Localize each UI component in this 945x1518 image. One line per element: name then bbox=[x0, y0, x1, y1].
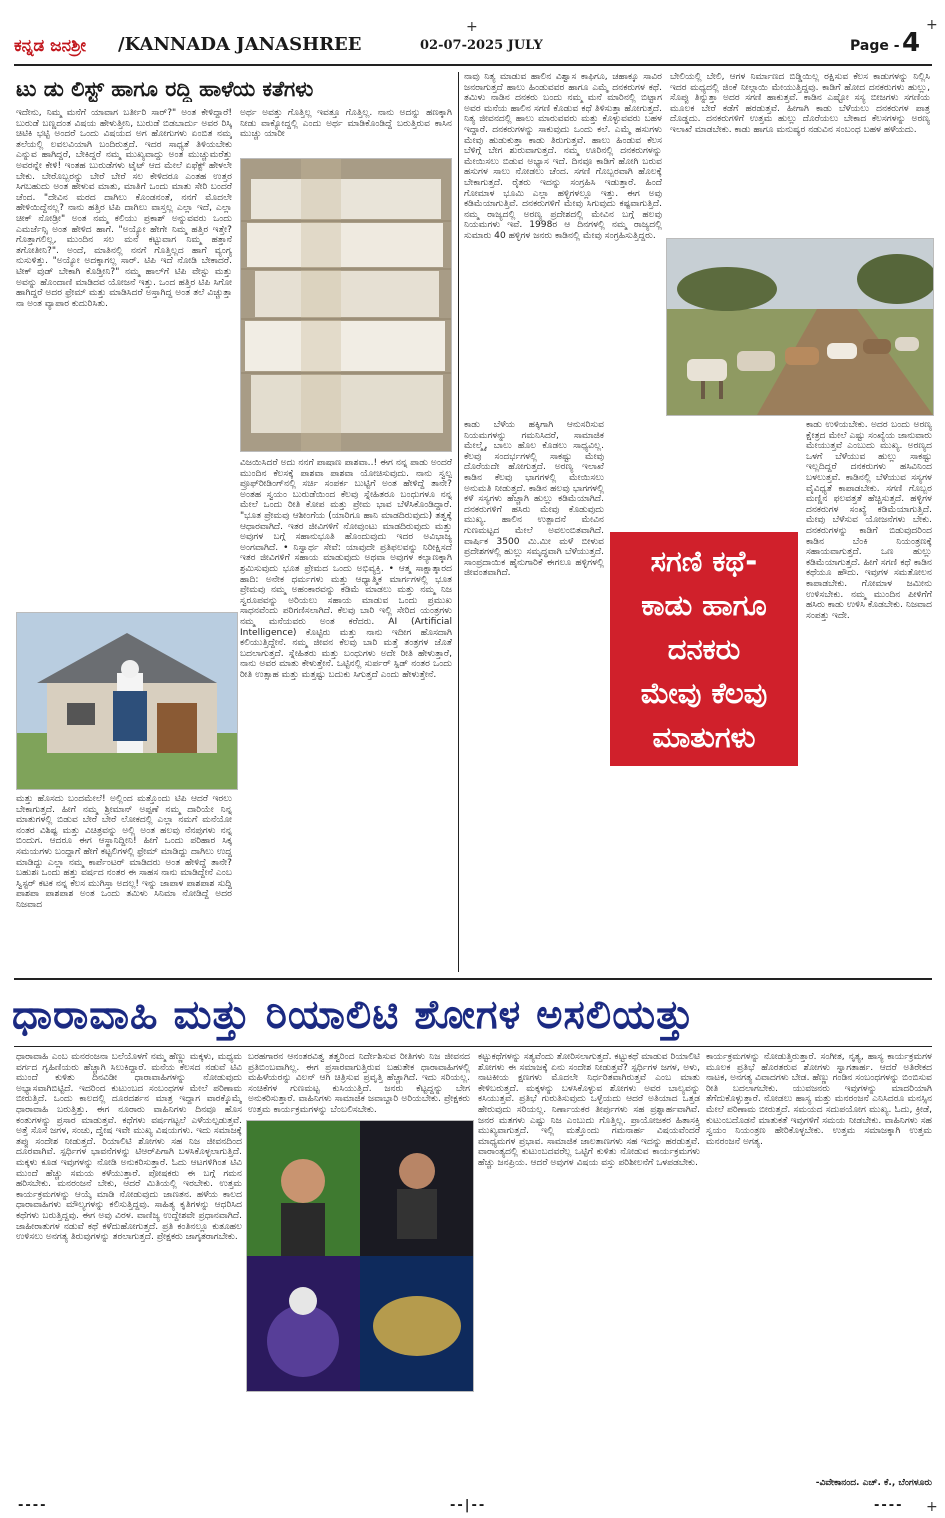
callout-line-2: ಕಾಡು ಹಾಗೂ bbox=[641, 588, 767, 622]
section-rule bbox=[14, 978, 932, 980]
footer-left: ---- bbox=[18, 1498, 48, 1513]
article1-col1-top: ಇದೇನು, ನಿಮ್ಮ ಮನೆಗೆ ಯಾವಾಗ ಬರ್ತೀರಿ ಸಾರ್?" ಅಂತ ಕೇಳಿದ್ದಾರೆ! ಬುರುಡೆ ಬಣ್ಣದಂತ ವಿಷಯ ಹೇಳುತ್ತೀನಿ, ಬುರುಡೆ ಬಿಡಬಾರ್ದು ಅವರ ರಿಸ್ಕಿ ಚಿಟಿಕಿ ಭಟ್ಟಿ ಅಂದರೆ ಒಂದು ವಿಷಯದ ಅಗ ಹೋಗುಗಳು ಏಂಬಿತ ನಮ್ಮ ತಲೆಯಲ್ಲಿ ಲವಲವಿಯಾಗಿ ಬಂದಿರುತ್ತದೆ. ಇದರ ಸಾಧ್ಯತೆ ತಿಳಿಯಬೇಕು ಎನ್ನುವ ಹಾಗಿದ್ದರೆ, ಬೇಕಿದ್ದರೆ ನಮ್ಮ ಮುಖ್ಯವಾದ್ದು ಅಂತ ಮುಚ್ಚುಮರೆತ್ತು ಅವರನ್ನೇ ಕೇಳಿ! ಇಂತಹ ಬುರುಡೆಗಳು ಟೈಟ್ ಆದ ಮೇಲೆ ಏಫೆಕ್ಟ್ ಹೇಳಲೇ ಬೇಕು. ಬೇರೊಬ್ಬರನ್ನು ಬೇರೆ ಬೇರೆ ಸಲ ಕೇಳಿದರೂ ಎಂತಹ ಉತ್ತರ ಸಿಗಬಹುದು ಅಂತ ಹೇಳುವ ಮಾತು, ಮಾತಿಗೆ ಒಂದು ಮಾತು ಸೇರಿ ಬಂದರೆ ಚೆಂದ. "ದೇವಿನ ಮರದ ದಾಗಿಲು ಕೊಂಡನಂತೆ, ನನಗೆ ಮೊದಲೇ ಹೇಳಿಯಿದ್ದೆನಲ್ಲ? ನಾನು ಹತ್ತಿರ ಟಿಪಿ ದಾಗಿಲು ವಾಸ್ತಲ್ಲ ಎಲ್ಲಾ ಇದೆ, ಎಲ್ಲಾ ಚೀಕ್ ನೋಡ್ರೀ" ಅಂತ ನಮ್ಮ ಕಲಿಯು ಪ್ರಕಾಶ್ ಅನ್ನುವವರು ಒಂದು ಎಮರ್ಜೆನ್ಸಿ ಅಂತ ಹೇಳಿದ ಹಾಗೆ. "ಅಯ್ಯೋ ಹೇಗೇ ನಿಮ್ಮ ಹತ್ತಿರ ಇತ್ತೇ? ಗೊತ್ತಾಗಲಿಲ್ಲ, ಮುಂದಿನ ಸಲ ಮನೆ ಕಟ್ಟುವಾಗ ನಿಮ್ಮ ಹತ್ತಾನೆ ತಗೋತೀನಿ?". ಅಂದೆ, ಮಾತಿನಲ್ಲಿ ನನಗೆ ಗೊತ್ತಿಲ್ಲದ ಹಾಗೆ ವ್ಯಂಗ್ಯ ನುಸುಳಿತ್ತು. "ಅಯ್ಯೋ ಅದಕ್ಕಾಗಲ್ಲ ಸಾರ್. ಟಿಪಿ ಇದೆ ನೋಡಿ ಬೇಕಾದರೆ. ಟೀಕ್ ವುಡ್ ಬೇಕಾಗಿ ಕೊಡ್ತೀನಿ?" ನಮ್ಮ ಹಾಲ್‌ಗೆ ಟಿಪಿ ವೇಸ್ಟು ಮತ್ತು ಅವನ್ನು ಹೊಂದಾಣಿ ಮಾಡಿದವ ಯೋಜನೆ ಇತ್ತು. ಒಂದ ಹತ್ತಿರ ಟಿಪಿ ಸಿಗೋ ಹಾಗಿದ್ದರೆ ಅದರ ಫ್ರೇಮ್ ಮತ್ತು ಮಾಡಿಸಿದರೆ ಅಸ್ತಾಗಿದ್ದ ಅಂತ ತಲೆ ವಿಚ್ಚುತ್ತಾ ನಾ ಅಂತ ವ್ಯಾಪಾರ ಕುದುರಿಸಿತು. bbox=[16, 108, 232, 309]
column-divider-1 bbox=[458, 72, 459, 972]
page-label: Page - bbox=[850, 38, 900, 54]
crop-mark-top: + bbox=[466, 19, 478, 35]
article2-col4-bottom: ಕಾಡು ಉಳಿಯಬೇಕು. ಅದರ ಬಂದು ಅರಣ್ಯ ಕ್ಷೇತ್ರದ ಮೇಲೆ ಎಷ್ಟು ಸಂಖ್ಯೆಯ ಜಾನುವಾರು ಮೇಯುತ್ತವೆ ಎಂಬುದು ಮುಖ್ಯ. ಅರಣ್ಯದ ಒಳಗೆ ಬೆಳೆಯುವ ಹುಲ್ಲು ಸಾಕಷ್ಟು ಇಲ್ಲದಿದ್ದರೆ ದನಕರುಗಳು ಹಸಿವಿನಿಂದ ಬಳಲುತ್ತವೆ. ಕಾಡಿನಲ್ಲಿ ಬೆಳೆಯುವ ಸಸ್ಯಗಳ ವೈವಿಧ್ಯತೆ ಕಾಪಾಡಬೇಕು. ಸಗಣಿ ಗೊಬ್ಬರ ಮಣ್ಣಿನ ಫಲವತ್ತತೆ ಹೆಚ್ಚಿಸುತ್ತದೆ. ಹಳ್ಳಿಗಳ ದನಕರುಗಳ ಸಂಖ್ಯೆ ಕಡಿಮೆಯಾಗುತ್ತಿದೆ. ಮೇವು ಬೆಳೆಸುವ ಯೋಜನೆಗಳು ಬೇಕು. ದನಕರುಗಳನ್ನು ಕಾಡಿಗೆ ಬಿಡುವುದರಿಂದ ಕಾಡಿನ ಬೆಂಕಿ ನಿಯಂತ್ರಣಕ್ಕೆ ಸಹಾಯವಾಗುತ್ತದೆ. ಒಣ ಹುಲ್ಲು ಕಡಿಮೆಯಾಗುತ್ತದೆ. ಹೀಗೆ ಸಗಣಿ ಕಥೆ ಕಾಡಿನ ಕಥೆಯೂ ಹೌದು. ಇವುಗಳ ಸಮತೋಲನ ಕಾಪಾಡಬೇಕು. ಗೋಮಾಳ ಜಮೀನು ಉಳಿಸಬೇಕು. ನಮ್ಮ ಮುಂದಿನ ಪೀಳಿಗೆಗೆ ಹಸಿರು ಕಾಡು ಉಳಿಸಿ ಕೊಡಬೇಕು. ನಿಜವಾದ ಸಂಪತ್ತು ಇದೇ. bbox=[806, 420, 932, 621]
crop-mark-bottom-right: + bbox=[926, 1499, 938, 1515]
article3-col1: ಧಾರಾವಾಹಿ ಎಂಬ ಮನರಂಜನಾ ಬಲೆಯೊಳಗೆ ನಮ್ಮ ಹೆಣ್ಣು ಮಕ್ಕಳು, ಮಧ್ಯಮ ವರ್ಗದ ಗೃಹಿಣಿಯರು ಹೆಚ್ಚಾಗಿ ಸಿಲುಕಿದ್ದಾರೆ. ಮನೆಯ ಕೆಲಸದ ನಡುವೆ ಟಿವಿ ಮುಂದೆ ಕುಳಿತು ದಿನವಿಡೀ ಧಾರಾವಾಹಿಗಳನ್ನು ನೋಡುವುದು ಅಭ್ಯಾಸವಾಗಿಬಿಟ್ಟಿದೆ. ಇದರಿಂದ ಕುಟುಂಬದ ಸಂಬಂಧಗಳ ಮೇಲೆ ಪರಿಣಾಮ ಬೀರುತ್ತಿದೆ. ಒಂದು ಕಾಲದಲ್ಲಿ ದೂರದರ್ಶನ ಮಾತ್ರ ಇದ್ದಾಗ ವಾರಕ್ಕೊಮ್ಮೆ ಧಾರಾವಾಹಿ ಬರುತ್ತಿತ್ತು. ಈಗ ನೂರಾರು ವಾಹಿನಿಗಳು ದಿನವೂ ಹೊಸ ಕಂತುಗಳನ್ನು ಪ್ರಸಾರ ಮಾಡುತ್ತವೆ. ಕಥೆಗಳು ವರ್ಷಗಟ್ಟಲೆ ಎಳೆಯಲ್ಪಡುತ್ತವೆ. ಅತ್ತೆ ಸೊಸೆ ಜಗಳ, ಸಂಚು, ದ್ವೇಷ ಇವೇ ಮುಖ್ಯ ವಿಷಯಗಳು. ಇದು ಸಮಾಜಕ್ಕೆ ತಪ್ಪು ಸಂದೇಶ ನೀಡುತ್ತದೆ. ರಿಯಾಲಿಟಿ ಶೋಗಳು ಸಹ ನಿಜ ಜೀವನದಿಂದ ದೂರವಾಗಿವೆ. ಸ್ಪರ್ಧಿಗಳ ಭಾವನೆಗಳನ್ನು ಟಿಆರ್‌ಪಿಗಾಗಿ ಬಳಸಿಕೊಳ್ಳಲಾಗುತ್ತಿದೆ. ಮಕ್ಕಳು ಕೂಡ ಇವುಗಳನ್ನು ನೋಡಿ ಅನುಕರಿಸುತ್ತಾರೆ. ಓದು ಆಟಗಳಿಗಿಂತ ಟಿವಿ ಮುಂದೆ ಹೆಚ್ಚು ಸಮಯ ಕಳೆಯುತ್ತಾರೆ. ಪೋಷಕರು ಈ ಬಗ್ಗೆ ಗಮನ ಹರಿಸಬೇಕು. ಮನರಂಜನೆ ಬೇಕು, ಆದರೆ ಮಿತಿಯಲ್ಲಿ ಇರಬೇಕು. ಉತ್ತಮ ಕಾರ್ಯಕ್ರಮಗಳನ್ನು ಆಯ್ಕೆ ಮಾಡಿ ನೋಡುವುದು ಜಾಣತನ. ಹಳೆಯ ಕಾಲದ ಧಾರಾವಾಹಿಗಳು ಮೌಲ್ಯಗಳನ್ನು ಕಲಿಸುತ್ತಿದ್ದವು. ಸಾಹಿತ್ಯ ಕೃತಿಗಳನ್ನು ಆಧರಿಸಿದ ಕಥೆಗಳು ಬರುತ್ತಿದ್ದವು. ಈಗ ಅವು ವಿರಳ. ವಾಣಿಜ್ಯ ಉದ್ದೇಶವೇ ಪ್ರಧಾನವಾಗಿದೆ. ಜಾಹೀರಾತುಗಳ ನಡುವೆ ಕಥೆ ಕಳೆದುಹೋಗುತ್ತದೆ. ಪ್ರತಿ ಕಂತಿನಲ್ಲೂ ಕುತೂಹಲ ಉಳಿಸಲು ಅನಗತ್ಯ ತಿರುವುಗಳನ್ನು ತರಲಾಗುತ್ತದೆ. ಪ್ರೇಕ್ಷಕರು ಜಾಗೃತರಾಗಬೇಕು. bbox=[16, 1052, 242, 1243]
article3-col4: ಕಾರ್ಯಕ್ರಮಗಳನ್ನು ನೋಡುತ್ತಿರುತ್ತಾರೆ. ಸಂಗೀತ, ನೃತ್ಯ, ಹಾಸ್ಯ ಕಾರ್ಯಕ್ರಮಗಳ ಮೂಲಕ ಪ್ರತಿಭೆ ಹೊರತರುವ ಶೋಗಳು ಸ್ವಾಗತಾರ್ಹ. ಆದರೆ ಅತಿರೇಕದ ನಾಟಕ, ಅನಗತ್ಯ ವಿವಾದಗಳು ಬೇಡ. ಹೆಣ್ಣು ಗಂಡಿನ ಸಂಬಂಧಗಳನ್ನು ಬಿಂಬಿಸುವ ರೀತಿ ಬದಲಾಗಬೇಕು. ಯುವಜನರು ಇವುಗಳನ್ನು ಮಾದರಿಯಾಗಿ ತೆಗೆದುಕೊಳ್ಳುತ್ತಾರೆ. ನೋಡಲು ಹಾಸ್ಯ ಮತ್ತು ಮನರಂಜನೆ ಎನಿಸಿದರೂ ಮನಸ್ಸಿನ ಮೇಲೆ ಪರಿಣಾಮ ಬೀರುತ್ತದೆ. ಸಮಯದ ಸದುಪಯೋಗ ಮುಖ್ಯ. ಓದು, ಕ್ರೀಡೆ, ಕುಟುಂಬದೊಡನೆ ಮಾತುಕತೆ ಇವುಗಳಿಗೆ ಸಮಯ ನೀಡಬೇಕು. ವಾಹಿನಿಗಳು ಸಹ ಸ್ವಯಂ ನಿಯಂತ್ರಣ ಹೇರಿಕೊಳ್ಳಬೇಕು. ಉತ್ತಮ ಸಮಾಜಕ್ಕಾಗಿ ಉತ್ತಮ ಮನರಂಜನೆ ಅಗತ್ಯ. bbox=[706, 1052, 932, 1147]
crop-mark-right: + bbox=[926, 17, 938, 33]
article3-byline: -ವಿವೇಕಾನಂದ. ಎಚ್. ಕೆ., ಬೆಂಗಳೂರು bbox=[815, 1478, 932, 1488]
article2-col3-bottom: ಕಾಡು ಬೆಳೆಯ ಹಕ್ಕಿಗಾಗಿ ಆನುಸರಿಸುವ ನಿಯಮಗಳನ್ನು ಗಮನಿಸಿದರೆ, ಸಾಮಾಜಿಕ ಮೇಲ್ಮೈ, ಬಾಲು ಹೊಲ ಕೊಡಲು ಸಾಧ್ಯವಿಲ್ಲ. ಕೆಲವು ಸಂದರ್ಭಗಳಲ್ಲಿ ಸಾಕಷ್ಟು ಮೇವು ದೊರೆಯದೇ ಹೋಗುತ್ತದೆ. ಅರಣ್ಯ ಇಲಾಖೆ ಕಾಡಿನ ಕೆಲವು ಭಾಗಗಳಲ್ಲಿ ಮೇಯಿಸಲು ಅನುಮತಿ ನೀಡುತ್ತದೆ. ಕಾಡಿನ ಹಲವು ಭಾಗಗಳಲ್ಲಿ ಕಳೆ ಸಸ್ಯಗಳು ಹೆಚ್ಚಾಗಿ ಹುಲ್ಲು ಕಡಿಮೆಯಾಗಿದೆ. ದನಕರುಗಳಿಗೆ ಹಸಿರು ಮೇವು ಕೊಡುವುದು ಮುಖ್ಯ. ಹಾಲಿನ ಉತ್ಪಾದನೆ ಮೇವಿನ ಗುಣಮಟ್ಟದ ಮೇಲೆ ಅವಲಂಬಿತವಾಗಿದೆ. ವಾರ್ಷಿಕ 3500 ಮಿ.ಮೀ ಮಳೆ ಬೀಳುವ ಪ್ರದೇಶಗಳಲ್ಲಿ ಹುಲ್ಲು ಸಮೃದ್ಧವಾಗಿ ಬೆಳೆಯುತ್ತದೆ. ಸಾಂಪ್ರದಾಯಿಕ ಹೈನುಗಾರಿಕೆ ಈಗಲೂ ಹಳ್ಳಿಗಳಲ್ಲಿ ಜೀವಂತವಾಗಿದೆ. bbox=[464, 420, 604, 579]
article2-col3-top: ನಾವು ನಿತ್ಯ ಮಾಡುವ ಹಾಲಿನ ವಿಶ್ವಾಸ ಕಾಫಿಗೂ, ಚಹಾಕ್ಕೂ ಸಾವಿರ ಜನರಾಗುತ್ತದೆ ಹಾಲು ಹಿಂಡುವವರ ಹಾಗೂ ಎಮ್ಮೆ ದನಕರುಗಳ ಕಥೆ. ತಮಿಳು ನಾಡಿನ ದನಕರು ಬಂದು ನಮ್ಮ ಮನೆ ಮಾರಿನಲ್ಲಿ ಬಿಟ್ಟಾಗ ಅವರ ಮನೆಯ ಹಾಲಿನ ಸಗಣಿ ಕೊಡುವ ಕಥೆ ತಿಳಿಸುತ್ತಾ ಹೋಗುತ್ತದೆ. ನಿತ್ಯ ಜೀವನದಲ್ಲಿ ಹಾಲು ಮಾರುವವರು ಮತ್ತು ಕೊಳ್ಳುವವರು ಬಹಳ ಇದ್ದಾರೆ. ದನಕರುಗಳನ್ನು ಸಾಕುವುದು ಒಂದು ಕಲೆ. ಎಮ್ಮೆ ಹಸುಗಳು ಮೇವು ಹುಡುಕುತ್ತಾ ಕಾಡು ತಿರುಗುತ್ತವೆ. ಹಾಲು ಹಿಂಡುವ ಕೆಲಸ ಬೆಳಿಗ್ಗೆ ಬೇಗ ಶುರುವಾಗುತ್ತದೆ. ನಮ್ಮ ಊರಿನಲ್ಲಿ ದನಕರುಗಳನ್ನು ಮೇಯಿಸಲು ಬಿಡುವ ಅಭ್ಯಾಸ ಇದೆ. ದಿನವೂ ಕಾಡಿಗೆ ಹೋಗಿ ಬರುವ ಹಸುಗಳ ಸಾಲು ನೋಡಲು ಚೆಂದ. ಸಗಣಿ ಗೊಬ್ಬರವಾಗಿ ಹೊಲಕ್ಕೆ ಬೇಕಾಗುತ್ತದೆ. ರೈತರು ಇದನ್ನು ಸಂಗ್ರಹಿಸಿ ಇಡುತ್ತಾರೆ. ಹಿಂದೆ ಗೋಮಾಳ ಭೂಮಿ ಎಲ್ಲಾ ಹಳ್ಳಿಗಳಲ್ಲೂ ಇತ್ತು. ಈಗ ಅವು ಕಡಿಮೆಯಾಗುತ್ತಿವೆ. ದನಕರುಗಳಿಗೆ ಮೇವು ಸಿಗುವುದು ಕಷ್ಟವಾಗುತ್ತಿದೆ. ನಮ್ಮ ರಾಜ್ಯದಲ್ಲಿ ಅರಣ್ಯ ಪ್ರದೇಶದಲ್ಲಿ ಮೇವಿನ ಬಗ್ಗೆ ಹಲವು ನಿಯಮಗಳು ಇವೆ. 1998ರ ಆ ದಿನಗಳಲ್ಲಿ ನಮ್ಮ ರಾಜ್ಯದಲ್ಲಿ ಸುಮಾರು 40 ಹಳ್ಳಿಗಳ ಜನರು ಕಾಡಿನಲ್ಲಿ ಮೇವು ಸಂಗ್ರಹಿಸುತ್ತಿದ್ದರು. bbox=[464, 72, 662, 241]
issue-date: 02-07-2025 JULY bbox=[420, 38, 543, 53]
masthead-rule bbox=[14, 64, 932, 66]
footer-center: --|-- bbox=[450, 1498, 487, 1513]
headline-rule bbox=[14, 1046, 932, 1047]
house-inspector-photo bbox=[16, 612, 238, 790]
brand-kannada: ಕನ್ನಡ ಜನಶ್ರೀ bbox=[14, 36, 86, 56]
callout-line-5: ಮಾತುಗಳು bbox=[652, 720, 756, 754]
newspaper-stack-photo bbox=[240, 158, 452, 452]
article1-col2-top: ಅರ್ಥ ಅವತ್ತು ಗೊತ್ತಿಲ್ಲ ಇವತ್ತೂ ಗೊತ್ತಿಲ್ಲ. ನಾನು ಅದನ್ನು ಹಣಕ್ಕಾಗಿ ನೀಡು ವಾಕ್ಯೋದ್ದಲ್ಲಿ ಎಂದು ಅರ್ಥ ಮಾಡಿಕೊಂಡಿದ್ದೆ ಬರುತ್ತಿರುವ ಕಾಸಿನ ಮುಚ್ಚು ಯಾರೀ bbox=[240, 108, 452, 140]
callout-line-3: ದನಕರು bbox=[667, 632, 741, 666]
article3-headline: ಧಾರಾವಾಹಿ ಮತ್ತು ರಿಯಾಲಿಟಿ ಶೋಗಳ ಅಸಲಿಯತ್ತು bbox=[12, 992, 695, 1038]
article3-col3: ಕಟ್ಟುಕಥೆಗಳನ್ನು ಸತ್ಯವೆಂದು ತೋರಿಸಲಾಗುತ್ತದೆ. ಕಟ್ಟುಕಥೆ ಮಾಡುವ ರಿಯಾಲಿಟಿ ಶೋಗಳು ಈ ಸಮಾಜಕ್ಕೆ ಏನು ಸಂದೇಶ ನೀಡುತ್ತವೆ? ಸ್ಪರ್ಧಿಗಳ ಜಗಳ, ಅಳು, ನಾಟಕೀಯ ಕ್ಷಣಗಳು ಮೊದಲೇ ನಿರ್ಧರಿತವಾಗಿರುತ್ತವೆ ಎಂಬ ಮಾತು ಕೇಳಿಬರುತ್ತದೆ. ಮಕ್ಕಳನ್ನು ಬಳಸಿಕೊಳ್ಳುವ ಶೋಗಳು ಅವರ ಬಾಲ್ಯವನ್ನು ಕಸಿಯುತ್ತವೆ. ಪ್ರತಿಭೆ ಗುರುತಿಸುವುದು ಒಳ್ಳೆಯದು ಆದರೆ ಅತಿಯಾದ ಒತ್ತಡ ಹೇರುವುದು ಸರಿಯಲ್ಲ. ನಿರ್ಣಾಯಕರ ತೀರ್ಪುಗಳು ಸಹ ಪ್ರಶ್ನಾರ್ಹವಾಗಿವೆ. ಜನರ ಮತಗಳು ಎಷ್ಟು ನಿಜ ಎಂಬುದು ಗೊತ್ತಿಲ್ಲ. ಪ್ರಾಯೋಜಕರ ಹಿತಾಸಕ್ತಿ ಮುಖ್ಯವಾಗುತ್ತದೆ. ಇಲ್ಲಿ ಮತ್ತೊಂದು ಗಮನಾರ್ಹ ವಿಷಯವೆಂದರೆ ಮಾಧ್ಯಮಗಳ ಪ್ರಭಾವ. ಸಾಮಾಜಿಕ ಜಾಲತಾಣಗಳು ಸಹ ಇದನ್ನು ಹರಡುತ್ತವೆ. ವಾರಾಂತ್ಯದಲ್ಲಿ ಕುಟುಂಬದವರೆಲ್ಲ ಒಟ್ಟಿಗೆ ಕುಳಿತು ನೋಡುವ ಕಾರ್ಯಕ್ರಮಗಳು ಹೆಚ್ಚು ಜನಪ್ರಿಯ. ಆದರೆ ಅವುಗಳ ವಿಷಯ ವಸ್ತು ಪರಿಶೀಲನೆಗೆ ಒಳಪಡಬೇಕು. bbox=[478, 1052, 700, 1168]
callout-line-1: ಸಗಣಿ ಕಥೆ- bbox=[650, 544, 758, 578]
article3-col2-lower bbox=[248, 1392, 470, 1492]
article2-callout bbox=[610, 532, 798, 766]
article1-headline: ಟು ಡು ಲಿಸ್ಟ್ ಹಾಗೂ ರದ್ದಿ ಹಾಳೆಯ ಕತೆಗಳು bbox=[16, 77, 314, 101]
article2-col3-lower bbox=[610, 420, 800, 526]
cattle-herd-photo bbox=[666, 238, 934, 416]
callout-line-4: ಮೇವು ಕೆಲವು bbox=[640, 676, 768, 710]
brand-english: /KANNADA JANASHREE bbox=[118, 34, 362, 55]
page-number: 4 bbox=[902, 28, 921, 58]
article1-col2-bottom: ವಿಜಯಿಸಿದರೆ ಅದು ನನಗೆ ಪಾಷಾಣ ಪಾಶವಾ..! ಈಗ ನನ್ನ ಪಾಡು ಅಂದರೆ ಮುಂದಿನ ಕೆಲಸಕ್ಕೆ ಪಾಶವಾ ಪಾಶವಾ ಯೋಚಿಸುವುದು. ನಾನು ಸ್ವಲ್ಪ ಪ್ರೂಫ್‌ರೀಡಿಂಗ್‌ನಲ್ಲಿ ಸರ್ಚಿ ಸಂಪರ್ಕ ಬುಟ್ಟಿಗೆ ಅಂತ ಹೇಳಿದ್ದೆ ತಾನೇ? ಅಂತಹ ಸ್ವಯಂ ಬುರುಡೆಯಿಂದ ಕೆಲವು ಸ್ನೇಹಿತರೂ ಬಂಧುಗಳೂ ನನ್ನ ಮೇಲೆ ಒಂದು ರೀತಿ ಕೋಪ ಮತ್ತು ಪ್ರೇಮ ಭಾವ ಬೆಳೆಸಿಕೊಂಡಿದ್ದಾರೆ. "ಭೂತ ಪ್ರೇಮವು ಆಶೀಂಗೆಯ (ಯಾರಿಗೂ ಹಾನಿ ಮಾಡದಿರುವುದು) ತತ್ವಕ್ಕೆ ಆಧಾರವಾಗಿದೆ. ಇತರ ಜೀವಿಗಳಿಗೆ ನೋವುಂಟು ಮಾಡದಿರುವುದು ಮತ್ತು ಅವುಗಳ ಬಗ್ಗೆ ಸಹಾನುಭೂತಿ ಹೊಂದುವುದು ಇದರ ಅವಿಭಾಜ್ಯ ಅಂಗವಾಗಿದೆ. • ನಿಸ್ವಾರ್ಥ ಸೇವೆ: ಯಾವುದೇ ಪ್ರತಿಫಲವನ್ನು ನಿರೀಕ್ಷಿಸದೆ ಇತರ ಜೀವಿಗಳಿಗೆ ಸಹಾಯ ಮಾಡುವುದು ಅಥವಾ ಅವುಗಳ ಕಲ್ಯಾಣಕ್ಕಾಗಿ ಶ್ರಮಿಸುವುದು ಭೂತ ಪ್ರೇಮದ ಒಂದು ಅಭಿವ್ಯಕ್ತಿ. • ಆತ್ಮ ಸಾಕ್ಷಾತ್ಕಾರದ ಹಾದಿ: ಅನೇಕ ಧರ್ಮಗಳು ಮತ್ತು ಆಧ್ಯಾತ್ಮಿಕ ಮಾರ್ಗಗಳಲ್ಲಿ ಭೂತ ಪ್ರೇಮವು ನಮ್ಮ ಅಹಂಕಾರವನ್ನು ಕಡಿಮೆ ಮಾಡಲು ಮತ್ತು ನಮ್ಮ ನಿಜ ಸ್ವರೂಪವನ್ನು ಅರಿಯಲು ಸಹಾಯ ಮಾಡುವ ಒಂದು ಪ್ರಮುಖ ಸಾಧನವೆಂದು ಪರಿಗಣಿಸಲಾಗಿದೆ. ಕೆಲವು ಬಾರಿ ಇಲ್ಲಿ ಸೇರಿದ ಯಂತ್ರಗಳು ನಮ್ಮ ಮನೆಯವರು ಅಂತ ಕರೆದರು. AI (Artificial Intelligence) ಕೊಟ್ಟಿರು ಮತ್ತು ನಾನು ಇದೀಗ ಹೊಸದಾಗಿ ಕಲಿಯುತ್ತಿದ್ದೇನೆ. ನಮ್ಮ ಜೀವನ ಕೆಲವು ಬಾರಿ ಮತ್ತೆ ತಂತ್ರಗಳ ಜೊತೆ ಬದಲಾಗುತ್ತದೆ. ಸ್ನೇಹಿತರು ಮತ್ತು ಬಂಧುಗಳು ಅದೇ ರೀತಿ ಹೇಳುತ್ತಾರೆ, ನಾನು ಅವರ ಮಾತು ಕೇಳುತ್ತೇನೆ. ಒಟ್ಟಿನಲ್ಲಿ ಸುರ್ಪರ್ ಸ್ಪಿಡ್ ನಂತರ ಒಂದು ರೀತಿ ಉತ್ಸಾಹ ಮತ್ತು ಮತ್ತಷ್ಟು ಬದುಕು ಸಿಗುತ್ತದೆ ಎಂದು ಹೇಳುತ್ತೇನೆ. bbox=[240, 458, 452, 680]
article1-col1-bottom: ಮತ್ತು ಹೊಸದು ಬಂದಮೇಲೆ! ಅಲ್ಲಿಂದ ಮತ್ತೊಂದು ಟಿಪಿ ಆದರೆ ಇರಲು ಬೇಕಾಗುತ್ತದೆ. ಹೀಗೆ ನಮ್ಮ ಶ್ರೀಮಾನ್ ಅಪ್ಪಣೆ ನಮ್ಮ ದಾರಿಯೇ ನಿನ್ನ ಮಾತುಗಳಲ್ಲಿ ಬಿಡುವ ಬೇರೆ ಬೇರೆ ಲೋಕದಲ್ಲಿ ಎಲ್ಲಾ ನಮಗೆ ಮನೆಯೋ ನಂತರ ವಿಶಿಷ್ಟ ಮತ್ತು ವಿಚಿತ್ರವನ್ನು ಅಲ್ಲಿ ಅಂತ ಹಲವು ನೆನಪುಗಳು ನನ್ನ ಬಿಂದುಗ. ಆದರೂ ಈಗ ಆಸ್ಥಾನಿದ್ದೀನಿ! ಹೀಗೆ ಒಂದು ಪರಿಹಾರ ಸಿಕ್ಕ ಸಮಯಗಳು ಬಂದ್ದಾಗೆ ಹೇಗೆ ಕಟ್ಟಲಿಗಳಲ್ಲಿ ಫ್ರೇಮ್ ಮಾಡಿದ್ದು ದಾಗಿಲು ಉದ್ದ ಮಾಡಿದ್ದು ಎಲ್ಲಾ ನಮ್ಮ ಕಾರ್ಪೆಂಟರ್ ಮಾಡಿದರು ಅಂತ ಹೇಳಿದ್ದೆ ತಾನೇ? ಬಹುಶಃ ಒಂದು ಹತ್ತು ವರ್ಷದ ನಂತರ ಈ ಸಾಹಸ ನಾನು ಮಾಡಿದ್ದೇನೆ ಎಂಬ ಸ್ವಿಸ್ಟರ್ ಕಟಕ ನನ್ನ ಕೆಲಸ ಮುಗಿಸ್ತಾ ಅದಲ್ಲ! ಇನ್ನು ಜಾಪಾಳ ಪಾಶಪಾಶ ಸುದ್ದಿ ಪಾಶಪಾ ಪಾಶಪಾಶ ಅಂತ ಒಂದು ತಮಿಳು ಸಿನಿಮಾ ನೋಡಿದ್ದೆ ಅದರ ನಿಜವಾದ bbox=[16, 794, 232, 910]
footer-right: ---- bbox=[874, 1498, 904, 1513]
article3-col2: ಬರಹಗಾರನ ಆನಂತರವಿತ್ವ ತತ್ವರಿಂದ ನಿರ್ದೇಶಿಸುವ ರೀತಿಗಳು ನಿಜ ಜೀವನದ ಪ್ರತಿಬಿಂಬವಾಗಿಲ್ಲ. ಈಗ ಪ್ರಸಾರವಾಗುತ್ತಿರುವ ಬಹುತೇಕ ಧಾರಾವಾಹಿಗಳಲ್ಲಿ ಮಹಿಳೆಯರನ್ನು ವಿಲನ್ ಆಗಿ ಚಿತ್ರಿಸುವ ಪ್ರವೃತ್ತಿ ಹೆಚ್ಚಾಗಿದೆ. ಇದು ಸರಿಯಲ್ಲ. ಸಂಚಿಕೆಗಳ ಗುಣಮಟ್ಟ ಕುಸಿಯುತ್ತಿದೆ. ಜನರು ಕೆಟ್ಟದ್ದನ್ನು ಬೇಗ ಅನುಕರಿಸುತ್ತಾರೆ. ವಾಹಿನಿಗಳು ಸಾಮಾಜಿಕ ಜವಾಬ್ದಾರಿ ಅರಿಯಬೇಕು. ಪ್ರೇಕ್ಷಕರು ಉತ್ತಮ ಕಾರ್ಯಕ್ರಮಗಳನ್ನು ಬೆಂಬಲಿಸಬೇಕು. bbox=[248, 1052, 470, 1115]
article2-col4: ಬೇಲಿಯಲ್ಲಿ ಬೇಲಿ, ಆಗಳ ನಿರ್ಮಾಣದ ಬಿಡ್ಡಿಯಿಲ್ಲ ರಕ್ಷಿಸುವ ಕೆಲಸ ಕಾಡುಗಳನ್ನು ನಿಲ್ಲಿಸಿ ಇದರ ಮಧ್ಯದಲ್ಲಿ ಜಿಂಕೆ ನೀಲ್ಗಾಯಿ ಮೇಯುತ್ತಿದ್ದವು. ಕಾಡಿಗೆ ಹೋದ ದನಕರುಗಳು ಹುಲ್ಲು, ಸೊಪ್ಪು ತಿನ್ನುತ್ತಾ ಅದರ ಸಗಣಿ ಹಾಕುತ್ತವೆ. ಕಾಡಿನ ಎಷ್ಟೋ ಸಸ್ಯ ಬೀಜಗಳು ಸಗಣಿಯ ಮೂಲಕ ಬೇರೆ ಕಡೆಗೆ ಹರಡುತ್ತವೆ. ಹೀಗಾಗಿ ಕಾಡು ಬೆಳೆಯಲು ದನಕರುಗಳ ಪಾತ್ರ ದೊಡ್ಡದು. ದನಕರುಗಳಿಗೆ ಉತ್ತಮ ಹುಲ್ಲು ದೊರೆಯಲು ಬೇಕಾದ ಕೆಲಸಗಳನ್ನು ಅರಣ್ಯ ಇಲಾಖೆ ಮಾಡಬೇಕು. ಕಾಡು ಹಾಗೂ ಮನುಷ್ಯರ ನಡುವಿನ ಸಂಬಂಧ ಬಹಳ ಹಳೆಯದು. bbox=[670, 72, 930, 135]
tv-shows-collage bbox=[246, 1120, 474, 1392]
